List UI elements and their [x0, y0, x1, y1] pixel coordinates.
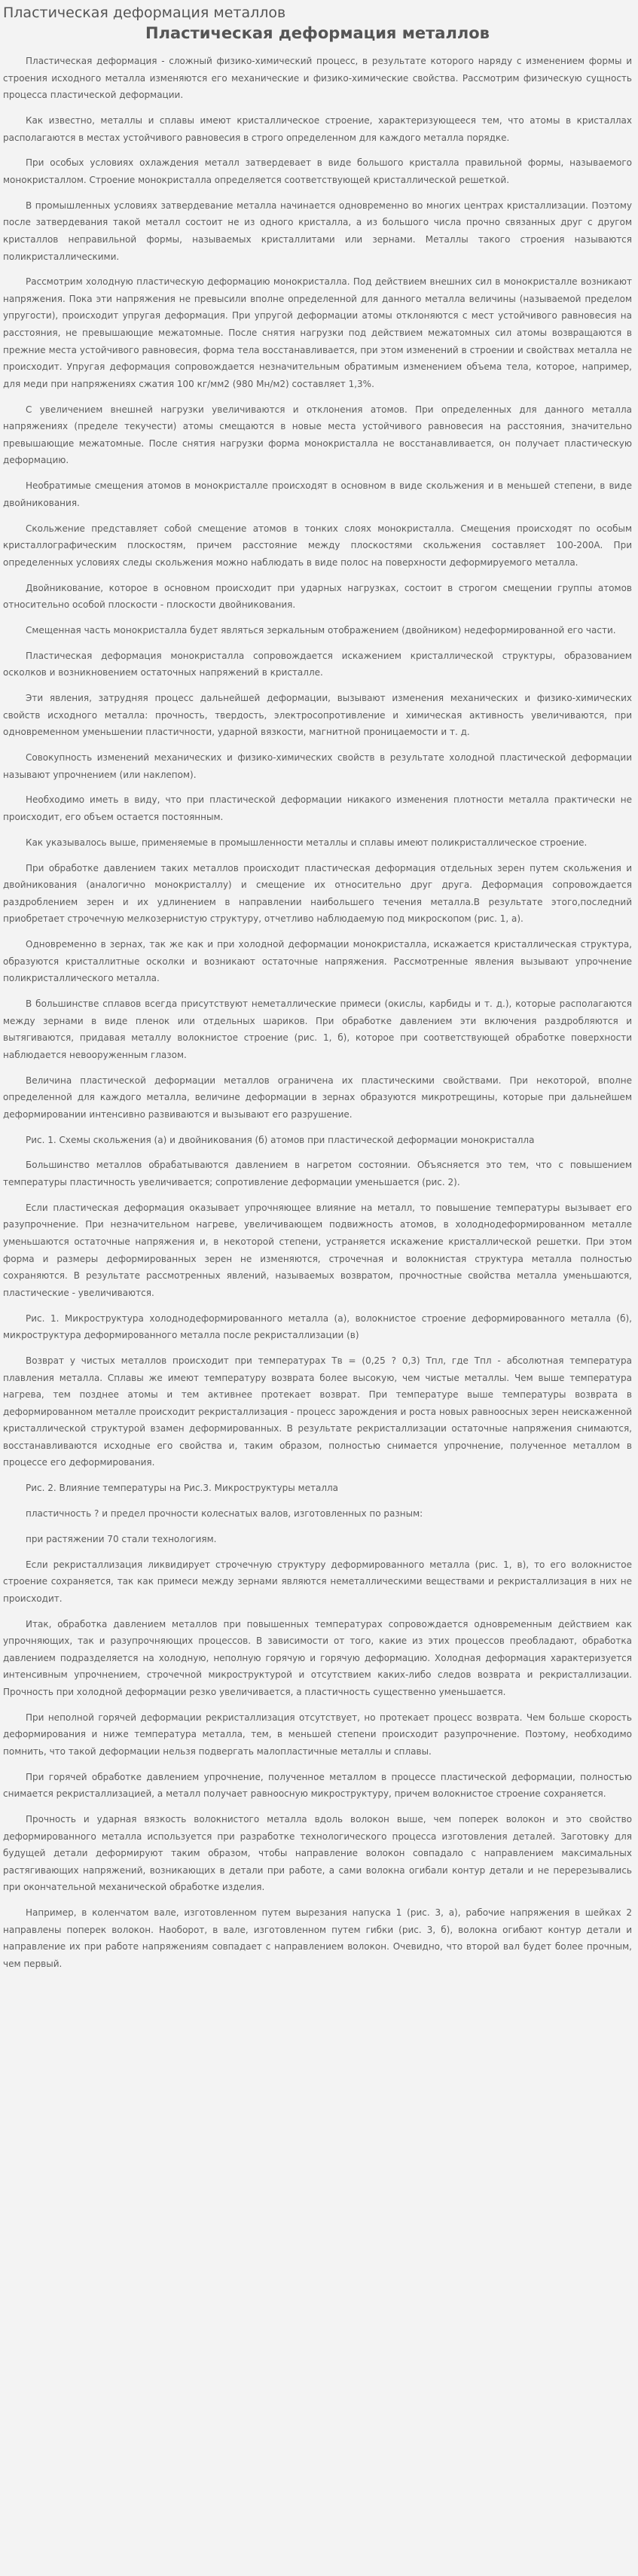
figure-caption: пластичность ? и предел прочности колеснатых валов, изготовленных по разным: [26, 1508, 423, 1520]
paragraph: С увеличением внешней нагрузки увеличиваются и отклонения атомов. При определенных для данного металла напряжениях (пределе текучести) атомы смещаются в новые места устойчивого равновесия на расстояния, значительно превышающие межатомные. После снятия нагрузки форма монокристалла не восстанавливается, он получает пластическую деформацию. [3, 404, 632, 466]
paragraph: Величина пластической деформации металлов ограничена их пластическими свойствами. При некоторой, вполне определенной для каждого металла, величине деформации в зернах образуются микротрещины, которые при дальнейшем деформировании интенсивно развиваются и вызывают его разрушение. [3, 1075, 632, 1120]
paragraph: Смещенная часть монокристалла будет являться зеркальным отображением (двойником) недеформированной его части. [26, 624, 616, 636]
paragraph: При неполной горячей деформации рекристаллизация отсутствует, но протекает процесс возврата. Чем больше скорость деформирования и ниже температура металла, тем, в меньшей степени происходит разупрочнение. Поэтому, необходимо помнить, что такой деформации нельзя подвергать малопластичные металлы и сплавы. [3, 1712, 632, 1757]
paragraph: Одновременно в зернах, так же как и при холодной деформации монокристалла, искажается кристаллическая структура, образуются кристаллитные осколки и возникают остаточные напряжения. Рассмотренные явления вызывают упрочнение поликристаллического металла. [3, 939, 632, 984]
paragraph: Большинство металлов обрабатываются давлением в нагретом состоянии. Объясняется это тем, что с повышением температуры пластичность увеличивается; сопротивление деформации уменьшается (рис. 2). [3, 1160, 632, 1187]
paragraph: Как известно, металлы и сплавы имеют кристаллическое строение, характеризующееся тем, что атомы в кристаллах располагаются в местах устойчивого равновесия в строго определенном для каждого металла порядке. [3, 114, 632, 143]
paragraph: Если рекристаллизация ликвидирует строчечную структуру деформированного металла (рис. 1, в), то его волокнистое строение сохраняется, так как примеси между зернами являются неметаллическими веществами и рекристаллизация в них не происходит. [3, 1559, 632, 1604]
paragraph: Возврат у чистых металлов происходит при температурах Тв = (0,25 ? 0,3) Тпл, где Тпл - абсолютная температура плавления металла. Сплавы же имеют температуру возврата более высокую, чем чистые металлы. Чем выше температура нагрева, тем позднее атомы и тем активнее протекает возврат. При температуре выше температуры возврата в деформированном металле происходит рекристаллизация - процесс зарождения и роста новых равноосных зерен неискаженной кристаллической структурой взамен деформированных. В результате рекристаллизации остаточные напряжения снимаются, восстанавливаются исходные его свойства и, таким образом, полностью снимается упрочнение, полученное металлом в процессе его деформирования. [3, 1355, 632, 1468]
paragraph: Например, в коленчатом вале, изготовленном путем вырезания напуска 1 (рис. 3, а), рабочие напряжения в шейках 2 направлены поперек волокон. Наоборот, в вале, изготовленном путем гибки (рис. 3, б), волокна огибают контур детали и направление их при работе напряжениям совпадает с направлением волокон. Очевидно, что второй вал будет более прочным, чем первый. [3, 1907, 632, 1969]
paragraph: В промышленных условиях затвердевание металла начинается одновременно во многих центрах кристаллизации. Поэтому после затвердевания такой металл состоит не из одного кристалла, а из большого числа прочно связанных друг с другом кристаллов неправильной формы, называемых кристаллитами или зернами. Металлы такого строения называются поликристаллическими. [3, 200, 632, 262]
paragraph: Двойникование, которое в основном происходит при ударных нагрузках, состоит в строгом смещении группы атомов относительно особой плоскости - плоскости двойникования. [3, 582, 632, 611]
article-title: Пластическая деформация металлов [145, 24, 490, 42]
paragraph: Необратимые смещения атомов в монокристалле происходят в основном в виде скольжения и в меньшей степени, в виде двойникования. [3, 480, 632, 508]
paragraph: Скольжение представляет собой смещение атомов в тонких слоях монокристалла. Смещения происходят по особым кристаллографическим плоскостям, причем расстояние между плоскостями скольжения составляет 100-200А. При определенных условиях следы скольжения можно наблюдать в виде полос на поверхности деформируемого металла. [3, 523, 632, 568]
paragraph: При обработке давлением таких металлов происходит пластическая деформация отдельных зерен путем скольжения и двойникования (аналогично монокристаллу) и смещение их относительно друг друга. Деформация сопровождается раздроблением зерен и их удлинением в направлении наибольшего течения металла.В результате этого,последний приобретает строчечную мелкозернистую структуру, отчетливо наблюдаемую под микроскопом (рис. 1, а). [3, 862, 632, 925]
paragraph: Пластическая деформация монокристалла сопровождается искажением кристаллической структуры, образованием осколков и возникновением остаточных напряжений в кристалле. [3, 650, 632, 678]
paragraph: Если пластическая деформация оказывает упрочняющее влияние на металл, то повышение температуры вызывает его разупрочнение. При незначительном нагреве, увеличивающем подвижность атомов, в холоднодеформированном металле уменьшаются остаточные напряжения и, в некоторой степени, устраняется искажение кристаллической решетки. При этом форма и размеры деформированных зерен не изменяются, строчечная и волокнистая структура металла полностью сохраняются. В результате рассмотренных явлений, называемых возвратом, прочностные свойства металла уменьшаются, пластические - увеличиваются. [3, 1202, 632, 1298]
paragraph: При горячей обработке давлением упрочнение, полученное металлом в процессе пластической деформации, полностью снимается рекристаллизацией, а металл получает равноосную микроструктуру, причем волокнистое строение сохраняется. [3, 1771, 632, 1800]
paragraph: При особых условиях охлаждения металл затвердевает в виде большого кристалла правильной формы, называемого монокристаллом. Строение монокристалла определяется соответствующей кристаллической решеткой. [3, 157, 632, 185]
figure-caption: при растяжении 70 стали технологиям. [26, 1533, 217, 1544]
paragraph: Рассмотрим холодную пластическую деформацию монокристалла. Под действием внешних сил в монокристалле возникают напряжения. Пока эти напряжения не превысили вполне определенной для данного металла величины (называемой пределом упругости), происходит упругая деформация. При упругой деформации атомы отклоняются с мест устойчивого равновесия на расстояния, не превышающие межатомные. После снятия нагрузки под действием межатомных сил атомы возвращаются в прежние места устойчивого равновесия, форма тела восстанавливается, при этом изменений в строении и свойствах металла не происходит. Упругая деформация сопровождается незначительным обратимым изменением объема тела, которое, например, для меди при напряжениях сжатия 100 кг/мм2 (980 Мн/м2) составляет 1,3%. [3, 276, 632, 389]
figure-caption: Рис. 1. Схемы скольжения (а) и двойникования (б) атомов при пластической деформации монокристалла [26, 1134, 535, 1145]
paragraph: Пластическая деформация - сложный физико-химический процесс, в результате которого наряду с изменением формы и строения исходного металла изменяются его механические и физико-химические свойства. Рассмотрим физическую сущность процесса пластической деформации. [3, 56, 632, 101]
paragraph: Итак, обработка давлением металлов при повышенных температурах сопровождается одновременным действием как упрочняющих, так и разупрочняющих процессов. В зависимости от того, какие из этих процессов преобладают, обработка давлением подразделяется на холодную, неполную горячую и горячую деформацию. Холодная деформация характеризуется интенсивным упрочнением, строчечной микроструктурой и отсутствием каких-либо следов возврата и рекристаллизации. Прочность при холодной деформации резко увеличивается, а пластичность существенно уменьшается. [3, 1618, 632, 1697]
paragraph: Эти явления, затрудняя процесс дальнейшей деформации, вызывают изменения механических и физико-химических свойств исходного металла: прочность, твердость, электросопротивление и химическая активность увеличиваются, при одновременном уменьшении пластичности, ударной вязкости, магнитной проницаемости и т. д. [3, 693, 632, 738]
figure-caption: Рис. 2. Влияние температуры на Рис.3. Микроструктуры металла [26, 1483, 339, 1494]
figure-caption: Рис. 1. Микроструктура холоднодеформированного металла (а), волокнистое строение деформированного металла (б), микроструктура деформированного металла после рекристаллизации (в) [3, 1312, 632, 1341]
page-title: Пластическая деформация металлов [3, 5, 286, 21]
paragraph: Необходимо иметь в виду, что при пластической деформации никакого изменения плотности металла практически не происходит, его объем остается постоянным. [3, 794, 632, 822]
paragraph: В большинстве сплавов всегда присутствуют неметаллические примеси (окислы, карбиды и т. д.), которые располагаются между зернами в виде пленок или отдельных шариков. При обработке давлением эти включения раздробляются и вытягиваются, придавая металлу волокнистое строение (рис. 1, б), которое при соответствующей обработке поверхности наблюдается невооруженным глазом. [3, 998, 632, 1060]
article-body [3, 53, 632, 1973]
paragraph: Как указывалось выше, применяемые в промышленности металлы и сплавы имеют поликристаллическое строение. [26, 837, 588, 848]
paragraph: Прочность и ударная вязкость волокнистого металла вдоль волокон выше, чем поперек волокон и это свойство деформированного металла используется при разработке технологического процесса изготовления деталей. Заготовку для будущей детали деформируют таким образом, чтобы направление волокон совпадало с направлением максимальных растягивающих напряжений, возникающих в детали при работе, а сами волокна огибали контур детали и не перерезывались при окончательной механической обработке изделия. [3, 1814, 632, 1893]
paragraph: Совокупность изменений механических и физико-химических свойств в результате холодной пластической деформации называют упрочнением (или наклепом). [3, 752, 632, 780]
